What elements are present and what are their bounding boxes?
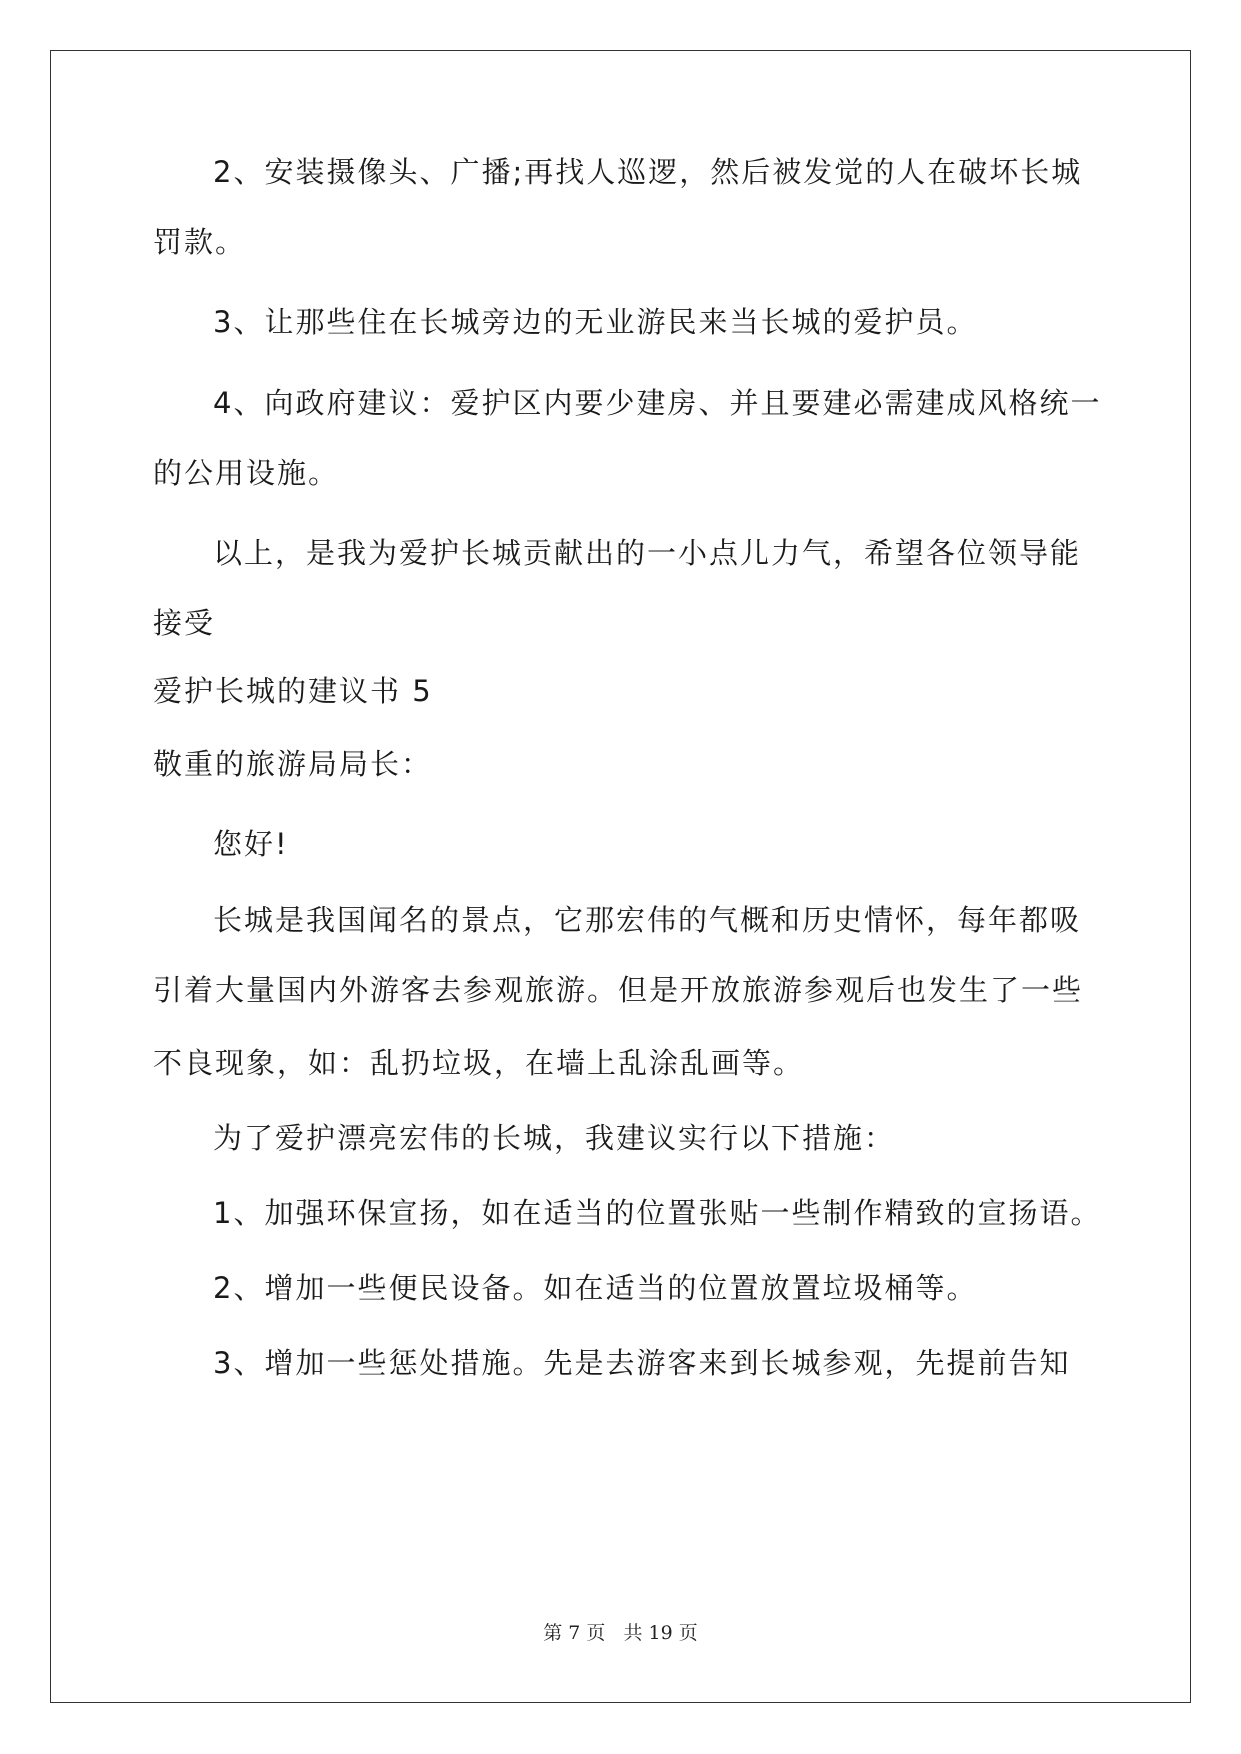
page-footer bbox=[0, 1618, 1241, 1645]
paragraph-line: 的公用设施。 bbox=[153, 456, 340, 490]
paragraph-line: 3、增加一些惩处措施。先是去游客来到长城参观，先提前告知 bbox=[213, 1346, 1071, 1380]
greeting: 您好! bbox=[213, 827, 289, 861]
paragraph-line: 以上，是我为爱护长城贡献出的一小点儿力气，希望各位领导能 bbox=[213, 536, 1082, 570]
paragraph-line: 1、加强环保宣扬，如在适当的位置张贴一些制作精致的宣扬语。 bbox=[213, 1196, 1102, 1230]
salutation: 敬重的旅游局局长： bbox=[153, 747, 433, 781]
paragraph-line: 2、安装摄像头、广播;再找人巡逻，然后被发觉的人在破坏长城 bbox=[213, 155, 1083, 189]
paragraph-line: 长城是我国闻名的景点，它那宏伟的气概和历史情怀，每年都吸 bbox=[213, 903, 1082, 937]
paragraph-line: 为了爱护漂亮宏伟的长城，我建议实行以下措施： bbox=[213, 1121, 896, 1155]
page-number: 第 7 页 bbox=[543, 1622, 606, 1644]
page-total: 共 19 页 bbox=[623, 1622, 698, 1644]
paragraph-line: 3、让那些住在长城旁边的无业游民来当长城的爱护员。 bbox=[213, 305, 978, 339]
paragraph-line: 接受 bbox=[153, 606, 216, 640]
page-border bbox=[50, 50, 1191, 1703]
paragraph-line: 4、向政府建议：爱护区内要少建房、并且要建必需建成风格统一 bbox=[213, 386, 1102, 420]
paragraph-line: 罚款。 bbox=[153, 225, 247, 259]
section-title: 爱护长城的建议书 5 bbox=[153, 674, 433, 708]
paragraph-line: 引着大量国内外游客去参观旅游。但是开放旅游参观后也发生了一些 bbox=[153, 973, 1084, 1007]
paragraph-line: 2、增加一些便民设备。如在适当的位置放置垃圾桶等。 bbox=[213, 1271, 978, 1305]
paragraph-line: 不良现象，如：乱扔垃圾，在墙上乱涂乱画等。 bbox=[153, 1046, 805, 1080]
